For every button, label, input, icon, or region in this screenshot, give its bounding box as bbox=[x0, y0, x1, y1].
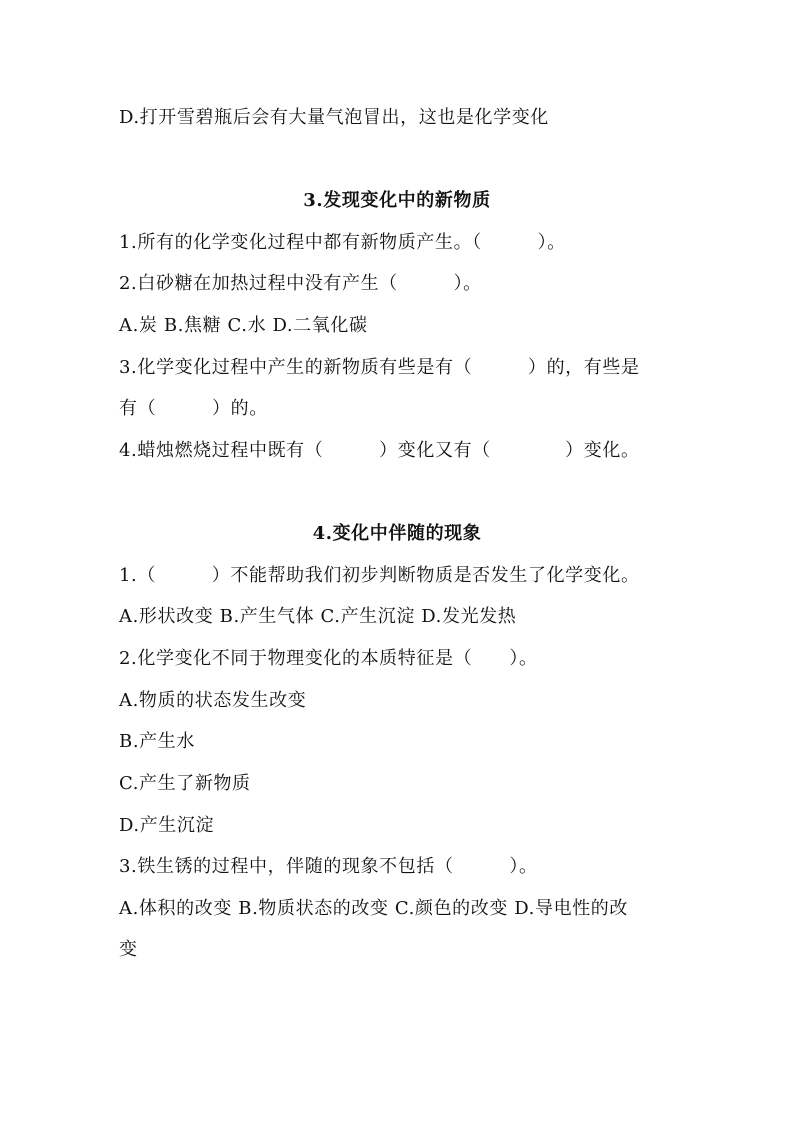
s4-question-3: 3.铁生锈的过程中，伴随的现象不包括（ ）。 bbox=[119, 856, 538, 877]
s3-question-3-line-2: 有（ ）的。 bbox=[119, 398, 268, 419]
s3-question-1: 1.所有的化学变化过程中都有新物质产生。（ ）。 bbox=[119, 232, 566, 253]
s4-question-2-option-d: D.产生沉淀 bbox=[119, 815, 215, 836]
s3-question-2: 2.白砂糖在加热过程中没有产生（ ）。 bbox=[119, 273, 482, 294]
s4-question-2-option-c: C.产生了新物质 bbox=[119, 773, 251, 794]
s3-question-3-line-1: 3.化学变化过程中产生的新物质有些是有（ ）的，有些是 bbox=[119, 357, 640, 378]
s4-question-2: 2.化学变化不同于物理变化的本质特征是（ ）。 bbox=[119, 648, 538, 669]
s4-question-3-options-line-1: A.体积的改变 B.物质状态的改变 C.颜色的改变 D.导电性的改 bbox=[119, 898, 628, 919]
s3-question-4: 4.蜡烛燃烧过程中既有（ ）变化又有（ ）变化。 bbox=[119, 440, 640, 461]
s4-question-2-option-b: B.产生水 bbox=[119, 731, 195, 752]
section-3-title: 3.发现变化中的新物质 bbox=[303, 190, 491, 211]
s4-question-3-options-line-2: 变 bbox=[119, 939, 138, 960]
s4-question-2-option-a: A.物质的状态发生改变 bbox=[119, 690, 307, 711]
option-d-text: D.打开雪碧瓶后会有大量气泡冒出，这也是化学变化 bbox=[119, 107, 549, 128]
section-4-title: 4.变化中伴随的现象 bbox=[312, 523, 482, 544]
s3-question-2-options: A.炭 B.焦糖 C.水 D.二氧化碳 bbox=[119, 315, 368, 336]
s4-question-1-options: A.形状改变 B.产生气体 C.产生沉淀 D.发光发热 bbox=[119, 606, 517, 627]
s4-question-1: 1.（ ）不能帮助我们初步判断物质是否发生了化学变化。 bbox=[119, 565, 640, 586]
